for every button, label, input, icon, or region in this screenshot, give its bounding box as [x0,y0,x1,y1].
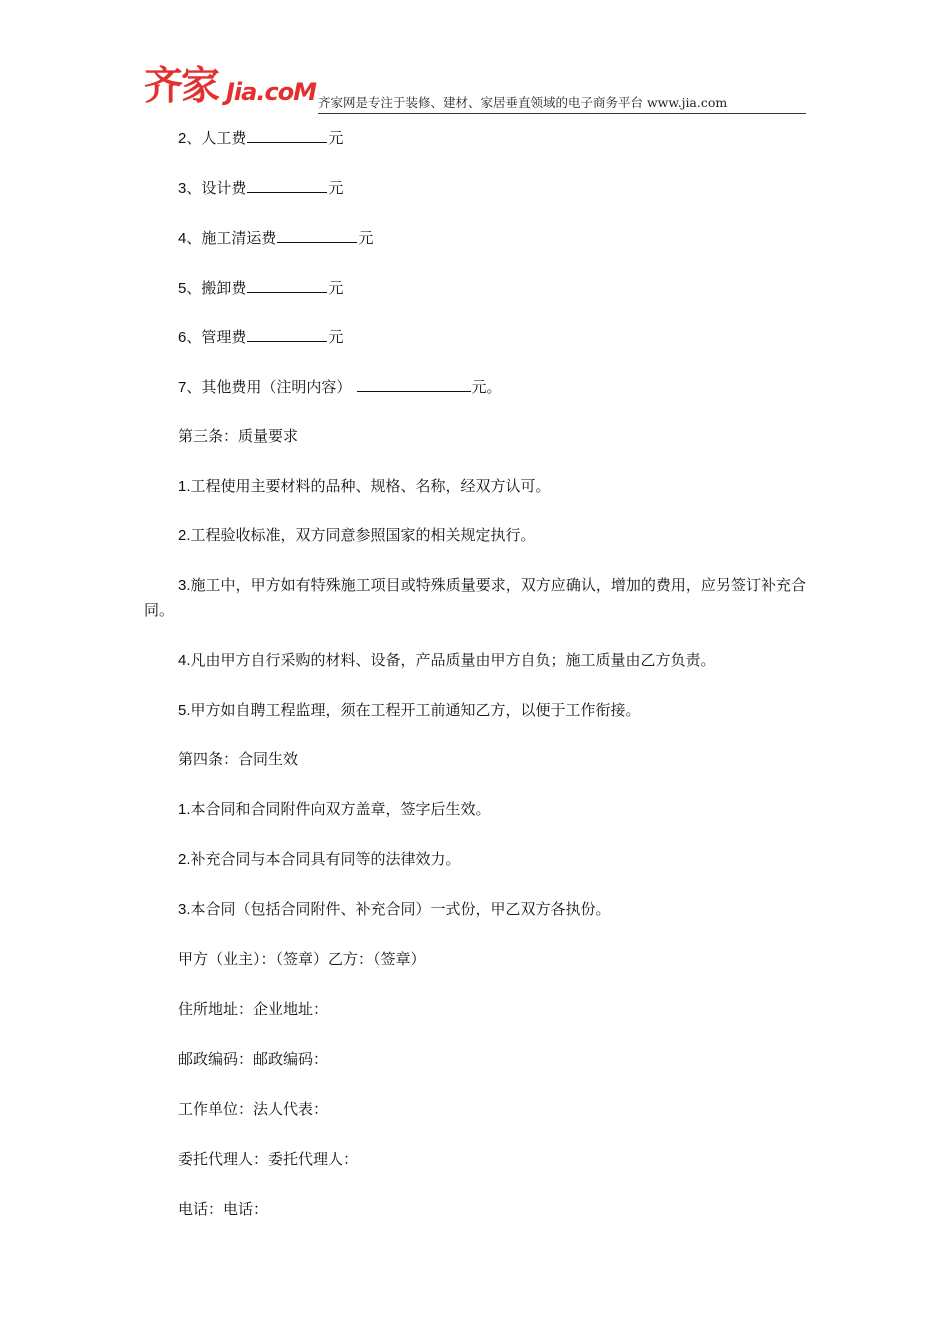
fill-blank [357,377,471,392]
fee-line-other [178,377,502,398]
fee-unit: 元。 [471,379,502,396]
fill-blank [277,228,357,243]
article-3-item-4: 4.凡由甲方自行采购的材料、设备，产品质量由甲方自负；施工质量由乙方负责。 [178,652,716,669]
fee-label: 3、设计费 [178,180,247,197]
header-tagline: 齐家网是专注于装修、建材、家居垂直领域的电子商务平台 www.jia.com [318,95,728,110]
fee-label: 5、搬卸费 [178,280,247,297]
fee-unit: 元 [358,230,374,247]
article-4-title: 第四条：合同生效 [178,751,299,768]
fill-blank [247,128,327,143]
article-3-item-3: 3.施工中，甲方如有特殊施工项目或特殊质量要求，双方应确认，增加的费用，应另签订补充合同。 [144,577,806,619]
article-4-item-2: 2.补充合同与本合同具有同等的法律效力。 [178,851,461,868]
fill-blank [247,178,327,193]
article-3-item-1: 1.工程使用主要材料的品种、规格、名称，经双方认可。 [178,478,551,495]
fee-line-cleanup [178,228,373,249]
signature-parties: 甲方（业主）：（签章）乙方：（签章） [178,951,426,968]
fee-line-design [178,178,343,199]
fill-blank [247,327,327,342]
header-divider [318,113,806,114]
logo-english-text: Jia.coM [226,78,317,106]
fee-unit: 元 [328,130,344,147]
fee-label: 2、人工费 [178,130,247,147]
fee-unit: 元 [328,280,344,297]
signature-postcode: 邮政编码：邮政编码： [178,1051,329,1068]
article-4-item-3: 3.本合同（包括合同附件、补充合同）一式份，甲乙双方各执份。 [178,901,611,918]
signature-agent: 委托代理人：委托代理人： [178,1151,359,1168]
article-4-item-1: 1.本合同和合同附件向双方盖章，签字后生效。 [178,801,491,818]
logo-chinese-text: 齐家 [144,64,219,109]
signature-address: 住所地址：企业地址： [178,1001,329,1018]
fee-line-labor [178,128,343,149]
fill-blank [247,278,327,293]
fee-unit: 元 [328,329,344,346]
fee-line-management [178,327,343,348]
signature-phone: 电话：电话： [178,1201,269,1218]
fee-unit: 元 [328,180,344,197]
article-3-item-5: 5.甲方如自聘工程监理，须在工程开工前通知乙方，以便于工作衔接。 [178,702,641,719]
fee-line-moving [178,278,343,299]
article-3-title: 第三条：质量要求 [178,428,299,445]
page-header [144,62,806,114]
fee-label: 7、其他费用（注明内容） [178,379,352,396]
article-3-item-2: 2.工程验收标准，双方同意参照国家的相关规定执行。 [178,527,536,544]
fee-label: 6、管理费 [178,329,247,346]
fee-label: 4、施工清运费 [178,230,277,247]
signature-work-unit: 工作单位：法人代表： [178,1101,329,1118]
